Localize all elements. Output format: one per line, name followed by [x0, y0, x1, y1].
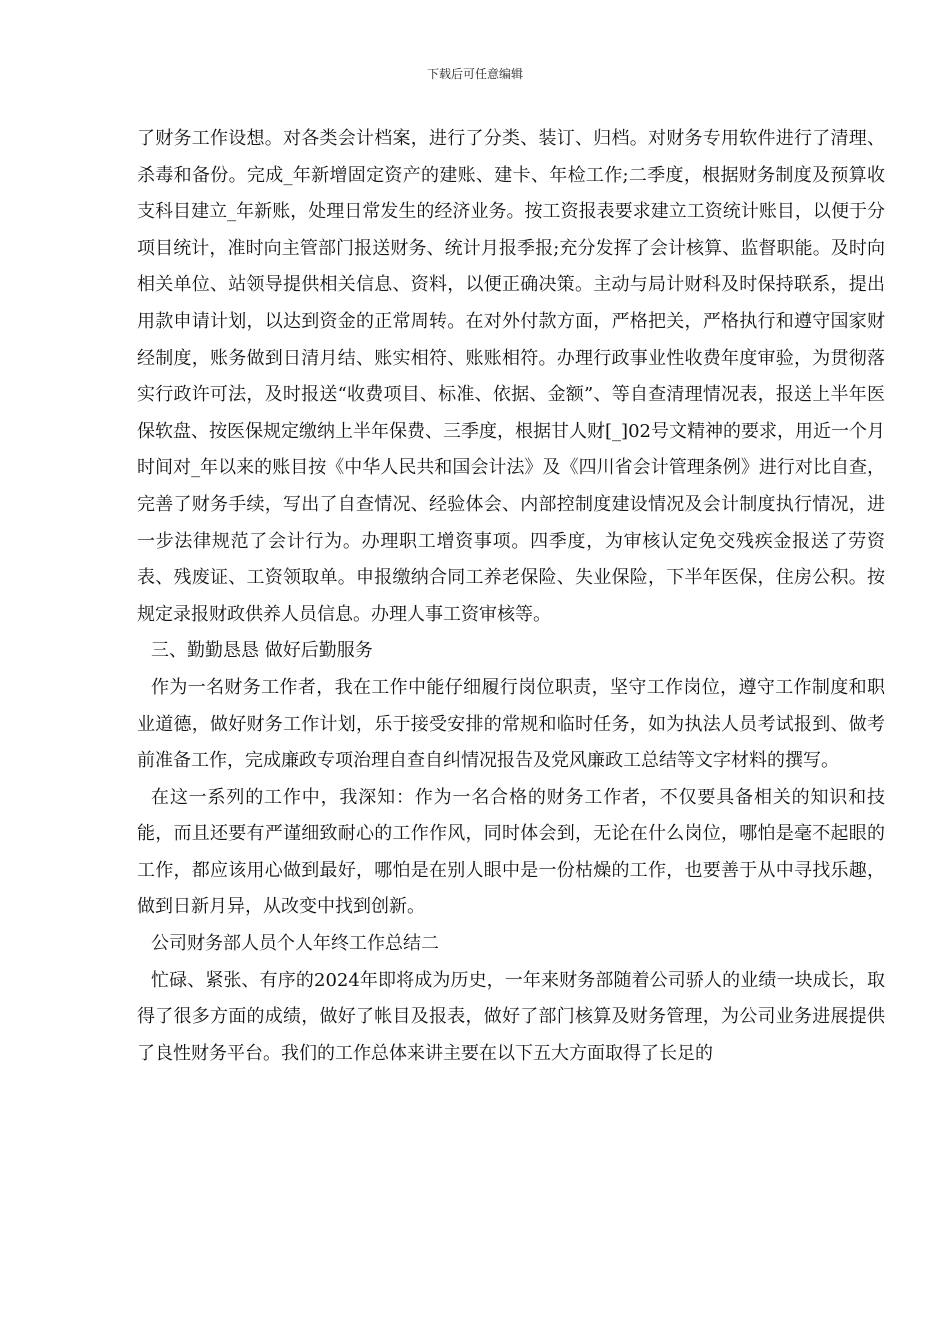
- paragraph-job-duties: 作为一名财务工作者，我在工作中能仔细履行岗位职责，坚守工作岗位，遵守工作制度和职业道德，做好财务工作计划，乐于接受安排的常规和临时任务，如为执法人员考试报到、做考前准备工作，完成廉政专项治理自查自纠情况报告及党风廉政工总结等文字材料的撰写。: [137, 676, 885, 772]
- paragraph-finance-work-details: 了财务工作设想。对各类会计档案，进行了分类、装订、归档。对财务专用软件进行了清理、杀毒和备份。完成_年新增固定资产的建账、建卡、年检工作;二季度，根据财务制度及预算收支科目建立_年新账，处理日常发生的经济业务。按工资报表要求建立工资统计账目，以便于分项目统计，准时向主管部门报送财务、统计月报季报;充分发挥了会计核算、监督职能。及时向相关单位、站领导提供相关信息、资料，以便正确决策。主动与局计财科及时保持联系，提出用款申请计划，以达到资金的正常周转。在对外付款方面，严格把关，严格执行和遵守国家财经制度，账务做到日清月结、账实相符、账账相符。办理行政事业性收费年度审验，为贯彻落实行政许可法，及时报送“收费项目、标准、依据、金额”、等自查清理情况表，报送上半年医保软盘、按医保规定缴纳上半年保费、三季度，根据甘人财[_]02号文精神的要求，用近一个月时间对_年以来的账目按《中华人民共和国会计法》及《四川省会计管理条例》进行对比自查，完善了财务手续，写出了自查情况、经验体会、内部控制度建设情况及会计制度执行情况，进一步法律规范了会计行为。办理职工增资事项。四季度，为审核认定免交残疾金报送了劳资表、残废证、工资领取单。申报缴纳合同工养老保险、失业保险，下半年医保，住房公积。按规定录报财政供养人员信息。办理人事工资审核等。: [137, 128, 885, 625]
- page-header: 下载后可任意编辑: [426, 67, 523, 81]
- section-heading-summary-two: 公司财务部人员个人年终工作总结二: [151, 933, 439, 955]
- section-heading-logistics-service: 三、勤勤恳恳 做好后勤服务: [151, 640, 373, 662]
- paragraph-reflection: 在这一系列的工作中，我深知：作为一名合格的财务工作者，不仅要具备相关的知识和技能，而且还要有严谨细致耐心的工作作风，同时体会到，无论在什么岗位，哪怕是毫不起眼的工作，都应该用心做到最好，哪怕是在别人眼中是一份枯燥的工作，也要善于从中寻找乐趣，做到日新月异，从改变中找到创新。: [137, 786, 885, 918]
- document-body: [137, 121, 885, 1072]
- paragraph-annual-review: 忙碌、紧张、有序的2024年即将成为历史，一年来财务部随着公司骄人的业绩一块成长，取得了很多方面的成绩，做好了帐目及报表，做好了部门核算及财务管理，为公司业务进展提供了良性财务平台。我们的工作总体来讲主要在以下五大方面取得了长足的: [137, 969, 885, 1064]
